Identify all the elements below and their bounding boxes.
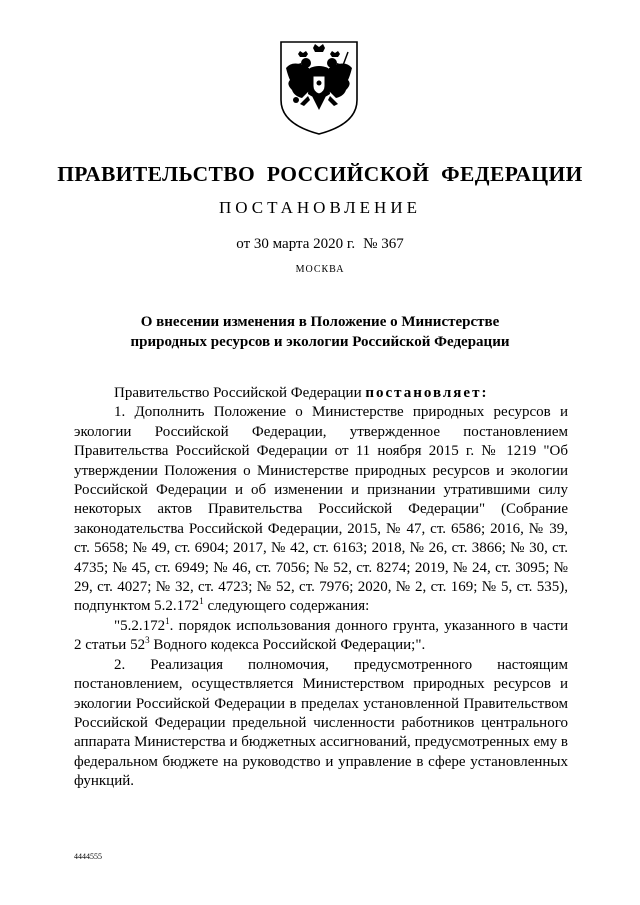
document-subject bbox=[0, 312, 640, 352]
quote-number: "5.2.172 bbox=[114, 617, 166, 634]
document-number: 367 bbox=[381, 236, 404, 252]
quote-superscript-2: 3 bbox=[145, 635, 150, 646]
footer-code: 4444555 bbox=[74, 852, 102, 861]
paragraph-1-text: 1. Дополнить Положение о Министерстве природных ресурсов и экологии Российской Федерации, утвержденное постановлением Правительства Российской Федерации от 11 ноября 2015 г. № 1219 "Об утверждении Положения о Министерстве природных ресурсов и экологии Российской Федерации и об изменении и признании утратившими силу некоторых актов Правительства Российской Федерации" (Собрание законодательства Российской Федерации, 2015, № 47, ст. 6586; 2016, № 39, ст. 5658; № 49, ст. 6904; 2017, № 42, ст. 6163; 2018, № 26, ст. 3866; № 30, ст. 4735; № 45, ст. 6949; № 46, ст. 7056; № 52, ст. 8274; 2019, № 24, ст. 3095; № 29, ст. 4027; № 32, ст. 4723; № 52, ст. 7976; 2020, № 2, ст. 169; № 5, ст. 535), подпунктом 5.2.172 bbox=[74, 404, 568, 615]
subject-line-2: природных ресурсов и экологии Российской Федерации bbox=[130, 334, 510, 350]
document-date: от 30 марта 2020 г. bbox=[236, 236, 356, 252]
quote-text: . порядок использования донного грунта, указанного в части 2 статьи 52 bbox=[74, 617, 568, 654]
paragraph-1-ending: следующего содержания: bbox=[203, 598, 370, 615]
number-sign: № bbox=[363, 236, 378, 252]
intro-paragraph bbox=[74, 384, 568, 403]
paragraph-1-superscript: 1 bbox=[199, 596, 204, 607]
quote-ending: Водного кодекса Российской Федерации;". bbox=[149, 637, 426, 654]
document-body bbox=[74, 384, 568, 792]
paragraph-1 bbox=[74, 403, 568, 616]
quote-superscript-1: 1 bbox=[165, 615, 170, 626]
subject-line-1: О внесении изменения в Положение о Министерстве bbox=[140, 314, 500, 330]
government-title: ПРАВИТЕЛЬСТВО РОССИЙСКОЙ ФЕДЕРАЦИИ bbox=[57, 162, 583, 186]
document-type: ПОСТАНОВЛЕНИЕ bbox=[218, 198, 421, 217]
intro-prefix: Правительство Российской Федерации bbox=[114, 385, 362, 401]
decree-word: постановляет: bbox=[365, 385, 489, 401]
date-number-line bbox=[0, 236, 640, 253]
coat-of-arms-eagle-icon bbox=[276, 38, 362, 136]
paragraph-2: 2. Реализация полномочия, предусмотренного настоящим постановлением, осуществляется Министерством природных ресурсов и экологии Российской Федерации в пределах установленной Правительством Российской Федерации предельной численности работников центрального аппарата Министерства и бюджетных ассигнований, предусмотренных ему в федеральном бюджете на руководство и управление в сфере установленных функций. bbox=[74, 656, 568, 790]
quoted-subclause bbox=[74, 617, 568, 656]
city: МОСКВА bbox=[295, 264, 345, 275]
